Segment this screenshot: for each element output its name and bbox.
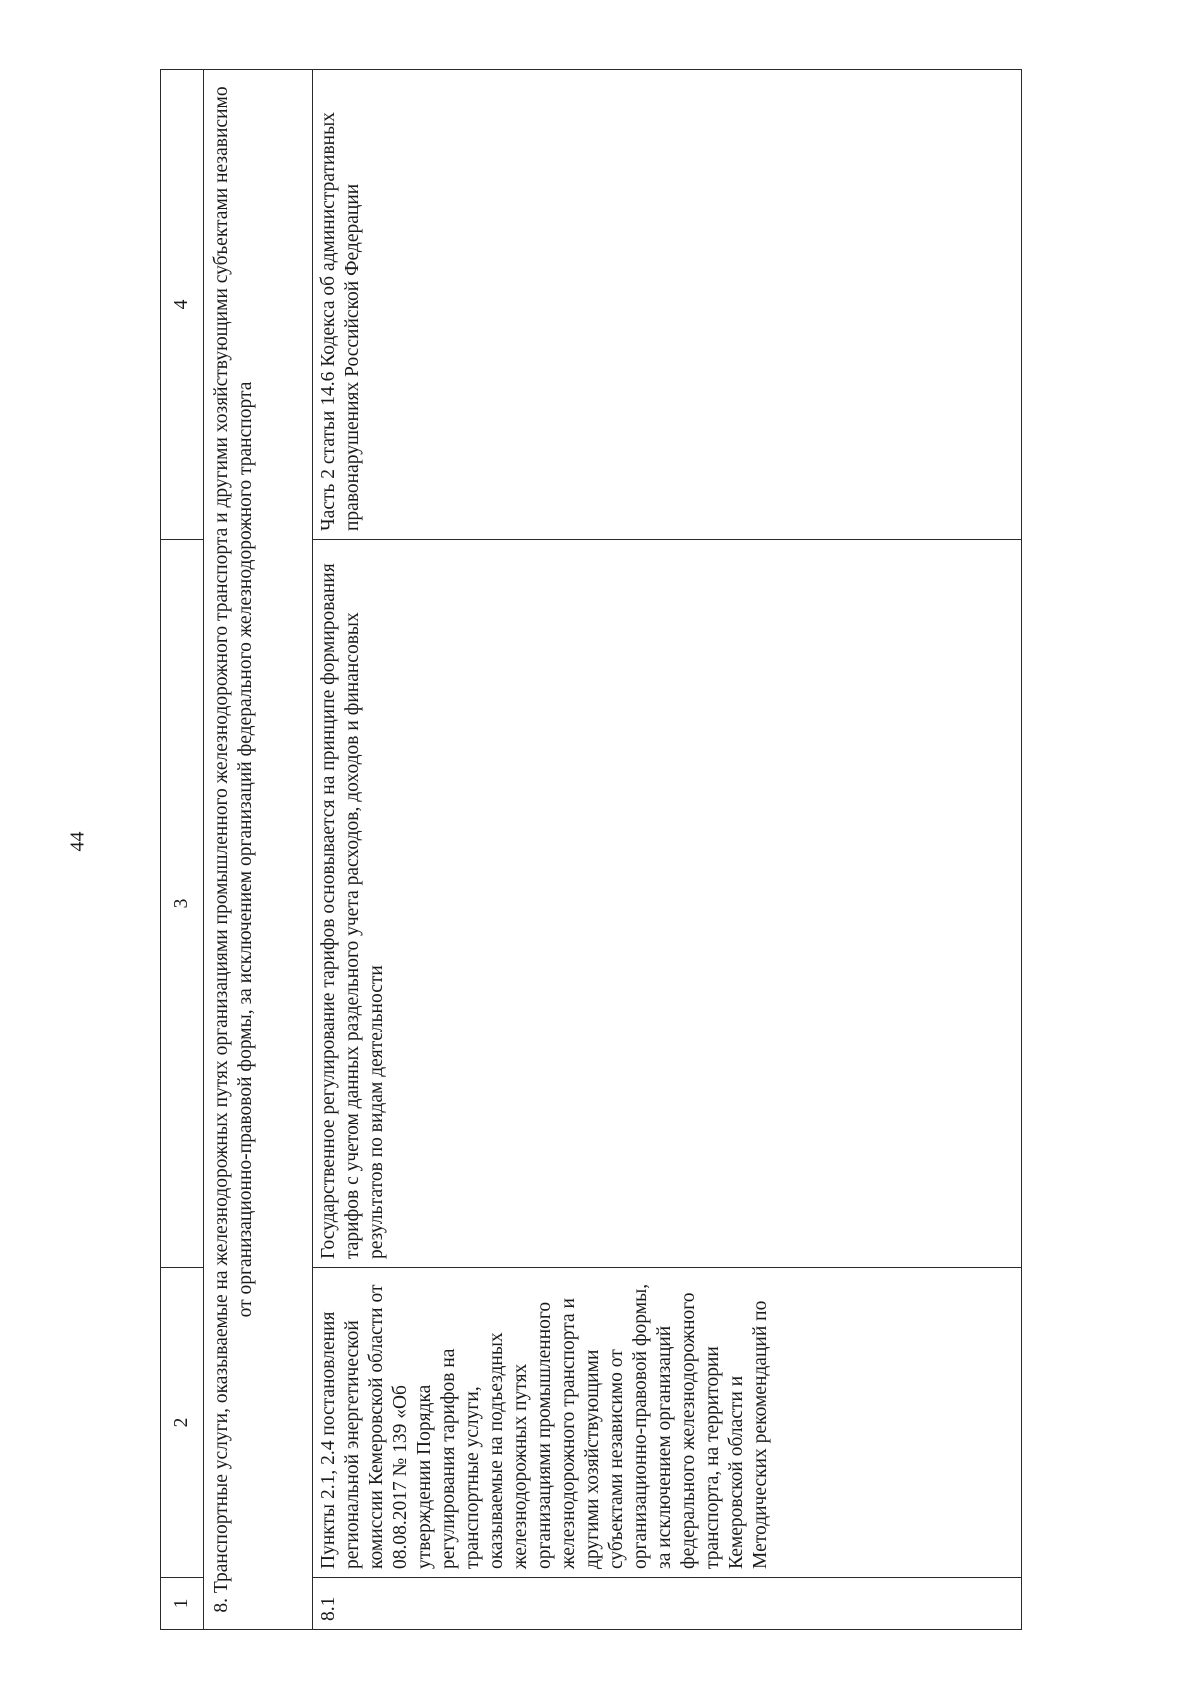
header-col-3: 3	[161, 540, 204, 1268]
row-legal-basis: Пункты 2.1, 2.4 постановления региональной энергетической комиссии Кемеровской области от 08.08.2017 № 139 «Об утверждении Порядка регулирования тарифов на транспортные услуги, оказываемые на подъездных железнодорожных путях организациями промышленного железнодорожного транспорта и другими хозяйствующими субъектами независимо от организационно-правовой формы, за исключением организаций федерального железнодорожного транспорта, на территории Кемеровской области и Методических рекомендаций по	[313, 1268, 1022, 1578]
page-number: 44	[66, 831, 89, 852]
table-row	[313, 70, 1022, 1630]
row-liability: Часть 2 статьи 14.6 Кодекса об административных правонарушениях Российской Федерации	[313, 70, 1022, 540]
header-col-1: 1	[161, 1578, 204, 1630]
row-number: 8.1	[313, 1578, 1022, 1630]
document-table-container	[160, 70, 1040, 1630]
section-title-row	[204, 70, 313, 1630]
header-col-4: 4	[161, 70, 204, 540]
table-header-row	[161, 70, 204, 1630]
regulation-table	[160, 69, 1022, 1630]
section-title: 8. Транспортные услуги, оказываемые на железнодорожных путях организациями промышленного железнодорожного транспорта и другими хозяйствующими субъектами независимо от организационно-правовой формы, за исключением организаций федерального железнодорожного транспорта	[204, 70, 313, 1630]
row-requirement: Государственное регулирование тарифов основывается на принципе формирования тарифов с учетом данных раздельного учета расходов, доходов и финансовых результатов по видам деятельности	[313, 540, 1022, 1268]
header-col-2: 2	[161, 1268, 204, 1578]
